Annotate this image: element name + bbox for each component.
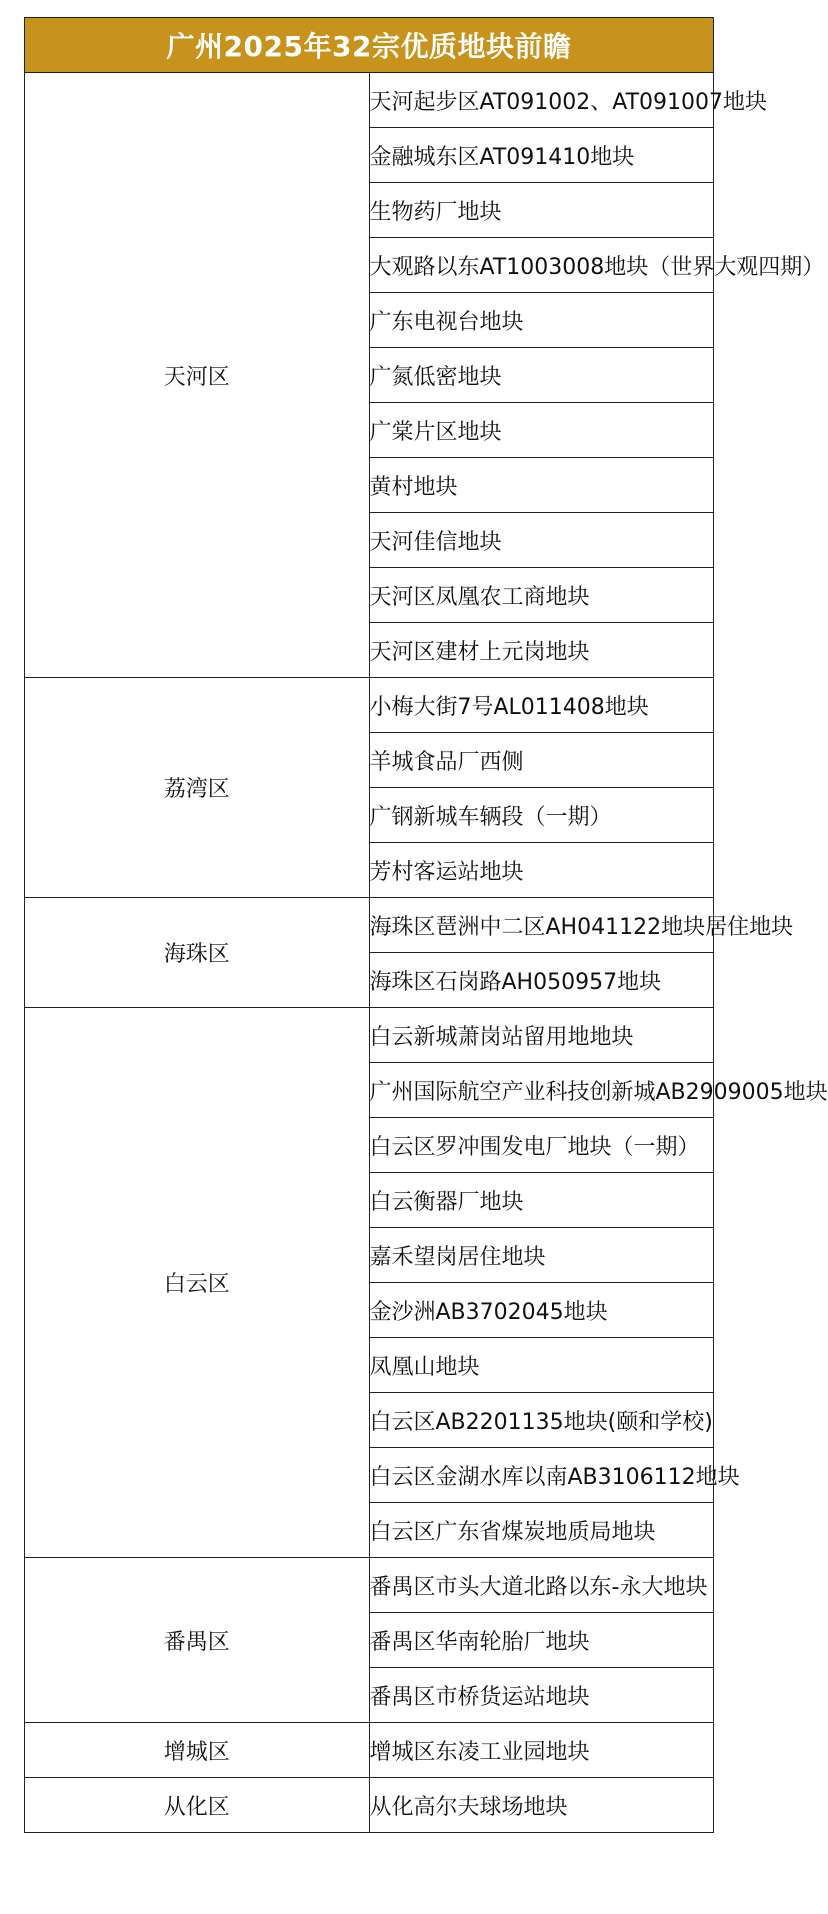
land-parcels-table xyxy=(24,17,828,1833)
title-row xyxy=(25,18,714,73)
parcel-name-cell: 番禺区华南轮胎厂地块 xyxy=(369,1613,714,1668)
parcel-name-cell: 金沙洲AB3702045地块 xyxy=(369,1283,714,1338)
parcel-name-cell: 天河区凤凰农工商地块 xyxy=(369,568,714,623)
parcel-name-cell: 广州国际航空产业科技创新城AB2909005地块 xyxy=(369,1063,714,1118)
district-name-cell: 海珠区 xyxy=(25,898,370,1008)
table-row xyxy=(25,1778,714,1833)
parcel-name-cell: 白云区广东省煤炭地质局地块 xyxy=(369,1503,714,1558)
parcel-name-cell: 白云衡器厂地块 xyxy=(369,1173,714,1228)
table-row xyxy=(25,898,714,953)
parcel-name-cell: 嘉禾望岗居住地块 xyxy=(369,1228,714,1283)
parcel-name-cell: 番禺区市桥货运站地块 xyxy=(369,1668,714,1723)
table-row xyxy=(25,1558,714,1613)
table-row xyxy=(25,678,714,733)
district-name-cell: 番禺区 xyxy=(25,1558,370,1723)
parcel-name-cell: 大观路以东AT1003008地块（世界大观四期） xyxy=(369,238,714,293)
district-name-cell: 增城区 xyxy=(25,1723,370,1778)
parcel-name-cell: 白云新城萧岗站留用地地块 xyxy=(369,1008,714,1063)
parcel-name-cell: 海珠区石岗路AH050957地块 xyxy=(369,953,714,1008)
parcel-name-cell: 广氮低密地块 xyxy=(369,348,714,403)
parcel-name-cell: 白云区金湖水库以南AB3106112地块 xyxy=(369,1448,714,1503)
parcel-name-cell: 广东电视台地块 xyxy=(369,293,714,348)
district-name-cell: 天河区 xyxy=(25,73,370,678)
parcel-name-cell: 羊城食品厂西侧 xyxy=(369,733,714,788)
parcel-name-cell: 白云区AB2201135地块(颐和学校) xyxy=(369,1393,714,1448)
parcel-name-cell: 天河佳信地块 xyxy=(369,513,714,568)
table-body xyxy=(25,73,828,1833)
parcel-name-cell: 小梅大街7号AL011408地块 xyxy=(369,678,714,733)
parcel-name-cell: 白云区罗冲围发电厂地块（一期） xyxy=(369,1118,714,1173)
parcel-name-cell: 从化高尔夫球场地块 xyxy=(369,1778,714,1833)
parcel-name-cell: 广棠片区地块 xyxy=(369,403,714,458)
district-name-cell: 荔湾区 xyxy=(25,678,370,898)
table-row xyxy=(25,1723,714,1778)
table-title: 广州2025年32宗优质地块前瞻 xyxy=(25,18,714,73)
parcel-name-cell: 芳村客运站地块 xyxy=(369,843,714,898)
parcel-name-cell: 生物药厂地块 xyxy=(369,183,714,238)
district-name-cell: 白云区 xyxy=(25,1008,370,1558)
parcel-name-cell: 增城区东凌工业园地块 xyxy=(369,1723,714,1778)
parcel-name-cell: 金融城东区AT091410地块 xyxy=(369,128,714,183)
parcel-name-cell: 天河起步区AT091002、AT091007地块 xyxy=(369,73,714,128)
table-row xyxy=(25,1008,714,1063)
parcel-name-cell: 凤凰山地块 xyxy=(369,1338,714,1393)
district-name-cell: 从化区 xyxy=(25,1778,370,1833)
parcel-name-cell: 海珠区琶洲中二区AH041122地块居住地块 xyxy=(369,898,714,953)
parcel-name-cell: 番禺区市头大道北路以东-永大地块 xyxy=(369,1558,714,1613)
table-row xyxy=(25,73,714,128)
parcel-name-cell: 广钢新城车辆段（一期） xyxy=(369,788,714,843)
parcel-name-cell: 黄村地块 xyxy=(369,458,714,513)
parcel-name-cell: 天河区建材上元岗地块 xyxy=(369,623,714,678)
